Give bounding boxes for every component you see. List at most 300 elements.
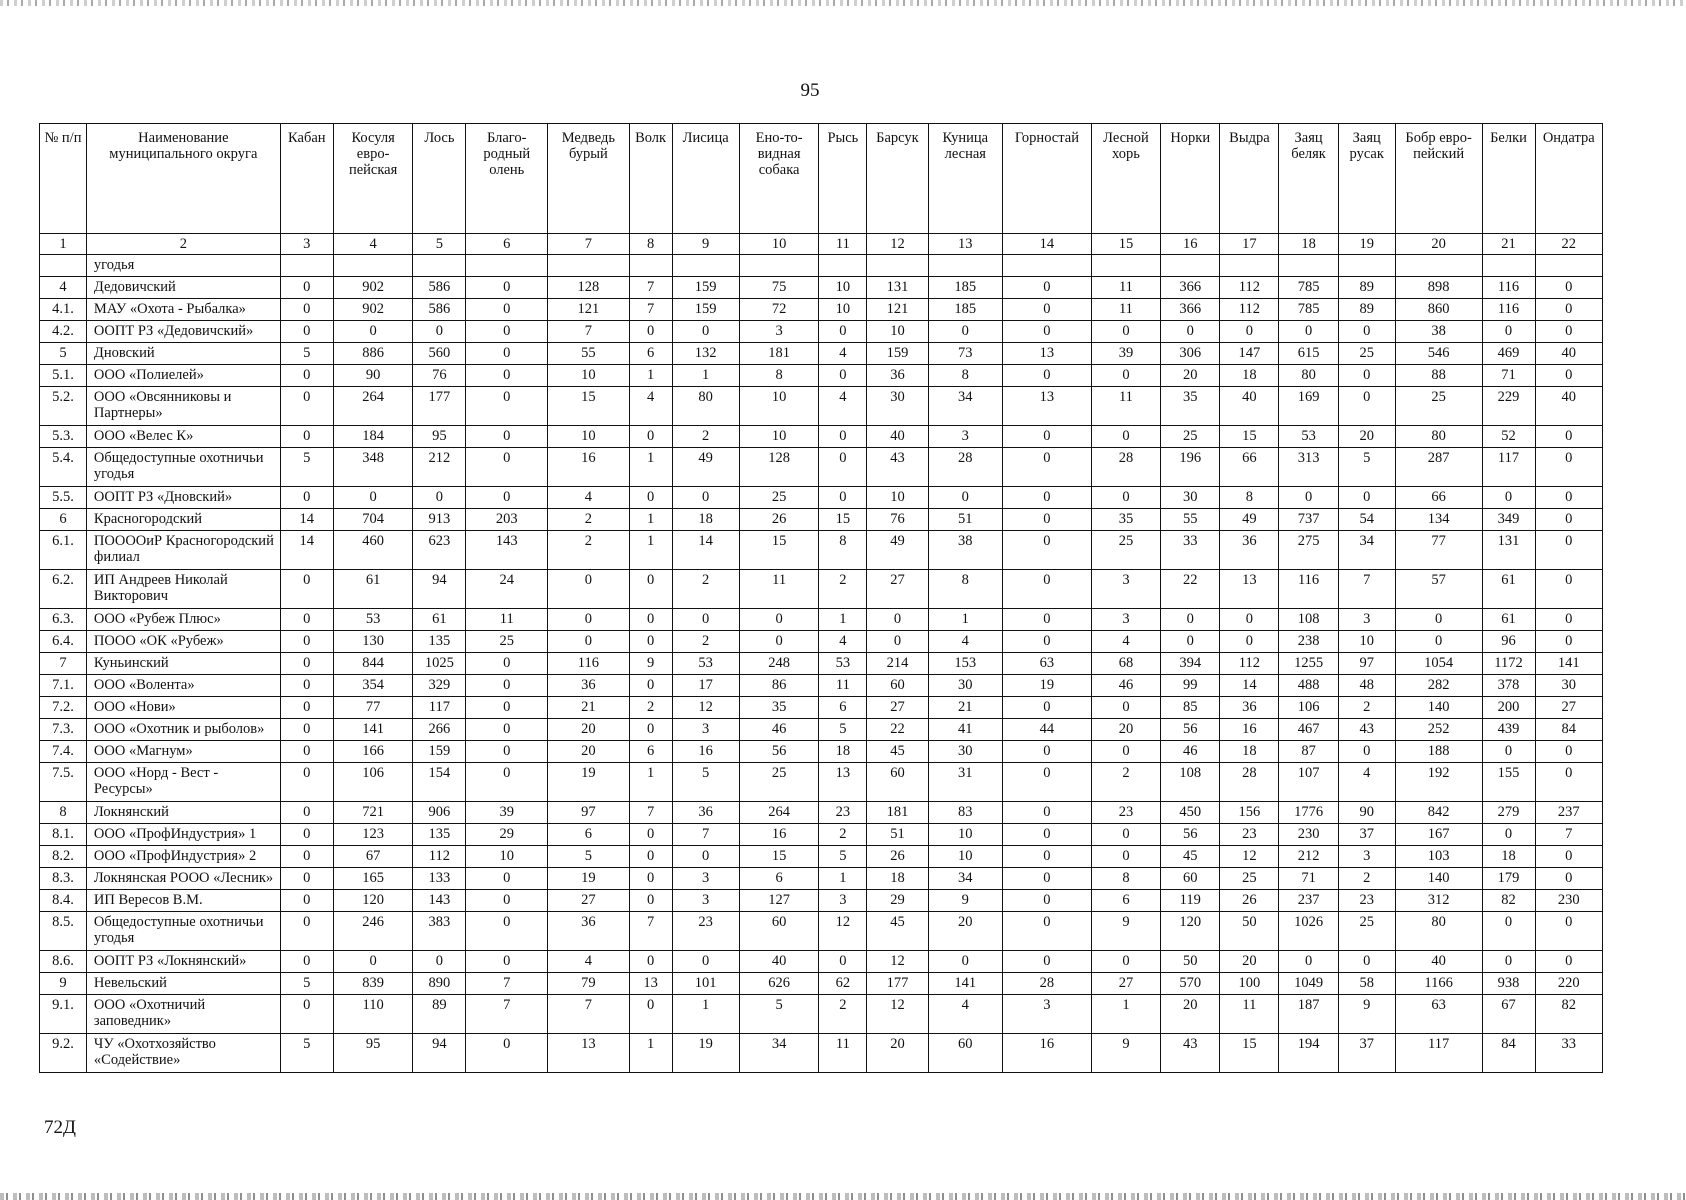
count-cell: 0 (1338, 487, 1395, 509)
count-cell: 20 (867, 1034, 928, 1073)
count-cell: 132 (672, 343, 739, 365)
count-cell: 0 (629, 609, 672, 631)
count-cell: 0 (1279, 321, 1338, 343)
count-cell: 1026 (1279, 912, 1338, 951)
count-cell: 30 (1161, 487, 1220, 509)
column-header: Заяц русак (1338, 124, 1395, 234)
count-cell: 2 (672, 631, 739, 653)
column-number: 12 (867, 234, 928, 255)
count-cell: 721 (333, 802, 413, 824)
row-number-cell: 6 (40, 509, 87, 531)
row-number-cell: 4 (40, 277, 87, 299)
count-cell: 0 (1535, 509, 1602, 531)
count-cell: 1 (629, 509, 672, 531)
count-cell: 66 (1395, 487, 1482, 509)
count-cell: 0 (1091, 321, 1160, 343)
count-cell: 6 (819, 697, 867, 719)
count-cell: 141 (1535, 653, 1602, 675)
district-name-cell: ООО «Охотничий заповедник» (86, 995, 280, 1034)
row-number-cell: 8.5. (40, 912, 87, 951)
count-cell: 785 (1279, 277, 1338, 299)
column-header: Ено-то-видная собака (739, 124, 819, 234)
count-cell: 469 (1482, 343, 1535, 365)
count-cell: 41 (928, 719, 1002, 741)
count-cell: 2 (1338, 868, 1395, 890)
count-cell: 4 (819, 387, 867, 426)
count-cell: 0 (629, 824, 672, 846)
count-cell: 61 (1482, 570, 1535, 609)
count-cell: 0 (1338, 741, 1395, 763)
count-cell: 839 (333, 973, 413, 995)
count-cell: 0 (466, 387, 548, 426)
count-cell: 0 (1535, 365, 1602, 387)
column-header: Лисица (672, 124, 739, 234)
count-cell: 0 (1161, 631, 1220, 653)
count-cell: 0 (1535, 609, 1602, 631)
count-cell: 56 (1161, 824, 1220, 846)
column-number: 11 (819, 234, 867, 255)
count-cell: 902 (333, 299, 413, 321)
district-name-cell: ООПТ РЗ «Дедовичский» (86, 321, 280, 343)
count-cell: 29 (466, 824, 548, 846)
table-header (40, 124, 1603, 255)
count-cell: 0 (1003, 570, 1092, 609)
count-cell: 25 (739, 763, 819, 802)
count-cell: 43 (867, 448, 928, 487)
column-header: Белки (1482, 124, 1535, 234)
count-cell: 7 (629, 802, 672, 824)
count-cell: 230 (1535, 890, 1602, 912)
count-cell: 0 (1535, 951, 1602, 973)
count-cell: 25 (1161, 426, 1220, 448)
count-cell: 467 (1279, 719, 1338, 741)
count-cell: 0 (333, 487, 413, 509)
count-cell: 287 (1395, 448, 1482, 487)
count-cell: 28 (1220, 763, 1279, 802)
count-cell: 31 (928, 763, 1002, 802)
count-cell: 0 (1535, 570, 1602, 609)
count-cell: 7 (466, 973, 548, 995)
count-cell: 33 (1535, 1034, 1602, 1073)
count-cell: 394 (1161, 653, 1220, 675)
count-cell: 1255 (1279, 653, 1338, 675)
count-cell: 11 (1091, 277, 1160, 299)
count-cell: 0 (1091, 487, 1160, 509)
column-number: 1 (40, 234, 87, 255)
count-cell: 39 (466, 802, 548, 824)
count-cell: 101 (672, 973, 739, 995)
count-cell: 43 (1161, 1034, 1220, 1073)
count-cell: 1 (629, 365, 672, 387)
count-cell: 116 (548, 653, 630, 675)
count-cell: 80 (1279, 365, 1338, 387)
count-cell: 8 (739, 365, 819, 387)
count-cell: 0 (819, 426, 867, 448)
column-number: 9 (672, 234, 739, 255)
count-cell: 0 (280, 719, 333, 741)
count-cell: 0 (629, 426, 672, 448)
count-cell: 9 (1091, 912, 1160, 951)
count-cell: 108 (1161, 763, 1220, 802)
count-cell: 0 (280, 426, 333, 448)
count-cell: 10 (867, 321, 928, 343)
count-cell: 10 (928, 846, 1002, 868)
count-cell: 46 (739, 719, 819, 741)
count-cell: 27 (867, 570, 928, 609)
column-header: Кабан (280, 124, 333, 234)
count-cell: 0 (1535, 321, 1602, 343)
count-cell: 0 (1535, 763, 1602, 802)
count-cell: 11 (466, 609, 548, 631)
count-cell: 2 (1338, 697, 1395, 719)
table-row (40, 448, 1603, 487)
count-cell: 0 (280, 846, 333, 868)
count-cell: 898 (1395, 277, 1482, 299)
count-cell: 40 (1220, 387, 1279, 426)
count-cell: 52 (1482, 426, 1535, 448)
count-cell: 196 (1161, 448, 1220, 487)
count-cell: 6 (1091, 890, 1160, 912)
count-cell: 119 (1161, 890, 1220, 912)
count-cell: 33 (1161, 531, 1220, 570)
count-cell: 0 (466, 951, 548, 973)
count-cell: 1 (672, 365, 739, 387)
count-cell: 0 (819, 951, 867, 973)
count-cell: 313 (1279, 448, 1338, 487)
count-cell: 844 (333, 653, 413, 675)
count-cell: 1 (629, 1034, 672, 1073)
count-cell: 38 (1395, 321, 1482, 343)
count-cell: 842 (1395, 802, 1482, 824)
count-cell: 15 (739, 846, 819, 868)
table-row (40, 973, 1603, 995)
count-cell: 2 (819, 570, 867, 609)
count-cell: 0 (1003, 890, 1092, 912)
count-cell: 0 (867, 631, 928, 653)
count-cell (867, 255, 928, 277)
count-cell: 22 (867, 719, 928, 741)
count-cell: 886 (333, 343, 413, 365)
count-cell: 77 (333, 697, 413, 719)
count-cell: 18 (1220, 365, 1279, 387)
count-cell: 0 (1279, 487, 1338, 509)
count-cell: 30 (928, 675, 1002, 697)
count-cell: 20 (1338, 426, 1395, 448)
count-cell (333, 255, 413, 277)
count-cell: 0 (1003, 487, 1092, 509)
count-cell: 134 (1395, 509, 1482, 531)
column-header: Косуля евро-пейская (333, 124, 413, 234)
count-cell: 82 (1535, 995, 1602, 1034)
count-cell: 546 (1395, 343, 1482, 365)
district-name-cell: угодья (86, 255, 280, 277)
table-row (40, 763, 1603, 802)
column-header: Горностай (1003, 124, 1092, 234)
count-cell: 1054 (1395, 653, 1482, 675)
count-cell: 188 (1395, 741, 1482, 763)
count-cell: 0 (1003, 365, 1092, 387)
count-cell: 11 (1220, 995, 1279, 1034)
count-cell: 90 (333, 365, 413, 387)
count-cell: 906 (413, 802, 466, 824)
count-cell: 0 (466, 653, 548, 675)
count-cell: 76 (413, 365, 466, 387)
count-cell: 67 (1482, 995, 1535, 1034)
row-number-cell: 6.4. (40, 631, 87, 653)
count-cell: 185 (928, 299, 1002, 321)
count-cell: 0 (672, 487, 739, 509)
count-cell: 9 (629, 653, 672, 675)
district-name-cell: ООО «Волента» (86, 675, 280, 697)
count-cell: 0 (466, 697, 548, 719)
count-cell: 4 (819, 631, 867, 653)
count-cell: 0 (1279, 951, 1338, 973)
count-cell: 0 (1003, 697, 1092, 719)
row-number-cell: 5.1. (40, 365, 87, 387)
count-cell: 14 (1220, 675, 1279, 697)
count-cell: 439 (1482, 719, 1535, 741)
count-cell: 3 (1091, 609, 1160, 631)
column-header: Волк (629, 124, 672, 234)
table-row (40, 1034, 1603, 1073)
district-name-cell: Общедоступные охотничьи угодья (86, 912, 280, 951)
count-cell: 0 (413, 321, 466, 343)
count-cell: 153 (928, 653, 1002, 675)
count-cell: 0 (1482, 487, 1535, 509)
game-census-table (39, 123, 1603, 1073)
column-number: 15 (1091, 234, 1160, 255)
count-cell: 0 (629, 995, 672, 1034)
column-header: Заяц беляк (1279, 124, 1338, 234)
table-row (40, 343, 1603, 365)
table-row (40, 387, 1603, 426)
count-cell: 11 (1091, 387, 1160, 426)
row-number-cell: 8 (40, 802, 87, 824)
count-cell (466, 255, 548, 277)
district-name-cell: ООО «ПрофИндустрия» 2 (86, 846, 280, 868)
count-cell: 7 (629, 912, 672, 951)
table-row (40, 675, 1603, 697)
count-cell: 0 (280, 487, 333, 509)
count-cell: 6 (739, 868, 819, 890)
count-cell: 67 (333, 846, 413, 868)
count-cell: 0 (1535, 912, 1602, 951)
count-cell: 68 (1091, 653, 1160, 675)
count-cell: 0 (280, 570, 333, 609)
count-cell: 26 (1220, 890, 1279, 912)
count-cell: 7 (548, 321, 630, 343)
district-name-cell: ООО «Норд - Вест - Ресурсы» (86, 763, 280, 802)
count-cell: 1166 (1395, 973, 1482, 995)
count-cell: 17 (672, 675, 739, 697)
count-cell: 13 (819, 763, 867, 802)
count-cell: 135 (413, 824, 466, 846)
count-cell: 0 (1003, 868, 1092, 890)
count-cell: 14 (280, 531, 333, 570)
count-cell: 51 (867, 824, 928, 846)
table-row (40, 531, 1603, 570)
column-number: 2 (86, 234, 280, 255)
row-number-cell: 5 (40, 343, 87, 365)
count-cell: 120 (1161, 912, 1220, 951)
row-number-cell: 5.3. (40, 426, 87, 448)
district-name-cell: Красногородский (86, 509, 280, 531)
table-row (40, 868, 1603, 890)
count-cell: 46 (1091, 675, 1160, 697)
count-cell: 0 (280, 365, 333, 387)
count-cell: 7 (629, 277, 672, 299)
count-cell: 0 (466, 1034, 548, 1073)
count-cell (629, 255, 672, 277)
count-cell: 0 (1482, 824, 1535, 846)
count-cell: 44 (1003, 719, 1092, 741)
count-cell: 306 (1161, 343, 1220, 365)
count-cell: 0 (1161, 609, 1220, 631)
row-number-cell: 9.1. (40, 995, 87, 1034)
count-cell: 18 (1482, 846, 1535, 868)
count-cell: 2 (548, 509, 630, 531)
count-cell: 450 (1161, 802, 1220, 824)
count-cell: 108 (1279, 609, 1338, 631)
count-cell: 181 (739, 343, 819, 365)
row-number-cell: 4.2. (40, 321, 87, 343)
column-number: 8 (629, 234, 672, 255)
count-cell: 194 (1279, 1034, 1338, 1073)
count-cell: 112 (1220, 277, 1279, 299)
count-cell: 3 (1338, 609, 1395, 631)
count-cell: 120 (333, 890, 413, 912)
count-cell: 26 (867, 846, 928, 868)
district-name-cell: Куньинский (86, 653, 280, 675)
count-cell: 4 (629, 387, 672, 426)
district-name-cell: ООПТ РЗ «Локнянский» (86, 951, 280, 973)
column-header: Куница лесная (928, 124, 1002, 234)
footer-mark: 72Д (44, 1117, 76, 1138)
count-cell: 184 (333, 426, 413, 448)
row-number-cell: 6.2. (40, 570, 87, 609)
count-cell: 785 (1279, 299, 1338, 321)
count-cell: 106 (333, 763, 413, 802)
count-cell: 25 (1395, 387, 1482, 426)
count-cell: 181 (867, 802, 928, 824)
count-cell: 77 (1395, 531, 1482, 570)
count-cell: 22 (1161, 570, 1220, 609)
count-cell: 13 (548, 1034, 630, 1073)
count-cell (1161, 255, 1220, 277)
count-cell: 29 (867, 890, 928, 912)
row-number-cell: 7.3. (40, 719, 87, 741)
count-cell: 1 (629, 531, 672, 570)
count-cell: 100 (1220, 973, 1279, 995)
count-cell: 0 (672, 951, 739, 973)
count-cell: 89 (413, 995, 466, 1034)
count-cell: 5 (1338, 448, 1395, 487)
column-number: 3 (280, 234, 333, 255)
column-number: 22 (1535, 234, 1602, 255)
count-cell: 264 (739, 802, 819, 824)
count-cell: 63 (1395, 995, 1482, 1034)
count-cell: 275 (1279, 531, 1338, 570)
count-cell: 15 (1220, 1034, 1279, 1073)
count-cell: 127 (739, 890, 819, 912)
count-cell: 25 (739, 487, 819, 509)
count-cell: 34 (928, 868, 1002, 890)
count-cell: 902 (333, 277, 413, 299)
column-header: Выдра (1220, 124, 1279, 234)
count-cell: 36 (1220, 531, 1279, 570)
count-cell: 110 (333, 995, 413, 1034)
count-cell: 155 (1482, 763, 1535, 802)
count-cell: 0 (1003, 426, 1092, 448)
count-cell: 30 (867, 387, 928, 426)
count-cell: 6 (548, 824, 630, 846)
count-cell: 4 (548, 951, 630, 973)
count-cell: 6 (629, 343, 672, 365)
column-number: 19 (1338, 234, 1395, 255)
count-cell: 4 (1091, 631, 1160, 653)
district-name-cell: ООО «Охотник и рыболов» (86, 719, 280, 741)
count-cell: 1 (819, 868, 867, 890)
count-cell: 40 (1535, 343, 1602, 365)
count-cell: 0 (280, 912, 333, 951)
count-cell: 30 (928, 741, 1002, 763)
count-cell: 10 (739, 387, 819, 426)
count-cell: 61 (413, 609, 466, 631)
column-number: 4 (333, 234, 413, 255)
table-body (40, 255, 1603, 1073)
count-cell: 8 (819, 531, 867, 570)
count-cell: 0 (466, 426, 548, 448)
count-cell: 0 (280, 631, 333, 653)
count-cell: 0 (1091, 846, 1160, 868)
count-cell: 0 (629, 570, 672, 609)
count-cell: 133 (413, 868, 466, 890)
count-cell: 49 (672, 448, 739, 487)
count-cell: 0 (280, 890, 333, 912)
count-cell: 0 (466, 868, 548, 890)
row-number-cell: 5.5. (40, 487, 87, 509)
count-cell: 704 (333, 509, 413, 531)
district-name-cell: ООПТ РЗ «Дновский» (86, 487, 280, 509)
count-cell: 0 (1535, 277, 1602, 299)
count-cell: 23 (819, 802, 867, 824)
row-number-cell: 4.1. (40, 299, 87, 321)
district-name-cell: ИП Вересов В.М. (86, 890, 280, 912)
count-cell: 35 (1091, 509, 1160, 531)
count-cell: 80 (672, 387, 739, 426)
count-cell: 0 (1535, 868, 1602, 890)
count-cell: 1 (629, 448, 672, 487)
count-cell: 2 (629, 697, 672, 719)
count-cell: 20 (1161, 995, 1220, 1034)
count-cell: 12 (819, 912, 867, 951)
count-cell: 66 (1220, 448, 1279, 487)
count-cell: 56 (739, 741, 819, 763)
count-cell: 0 (629, 631, 672, 653)
count-cell: 121 (867, 299, 928, 321)
row-number-cell: 6.3. (40, 609, 87, 631)
count-cell: 0 (1003, 299, 1092, 321)
count-cell: 1 (819, 609, 867, 631)
count-cell: 128 (548, 277, 630, 299)
count-cell: 18 (672, 509, 739, 531)
count-cell: 0 (1338, 951, 1395, 973)
count-cell: 0 (819, 365, 867, 387)
count-cell: 116 (1279, 570, 1338, 609)
count-cell: 73 (928, 343, 1002, 365)
table-row (40, 719, 1603, 741)
count-cell: 0 (819, 448, 867, 487)
